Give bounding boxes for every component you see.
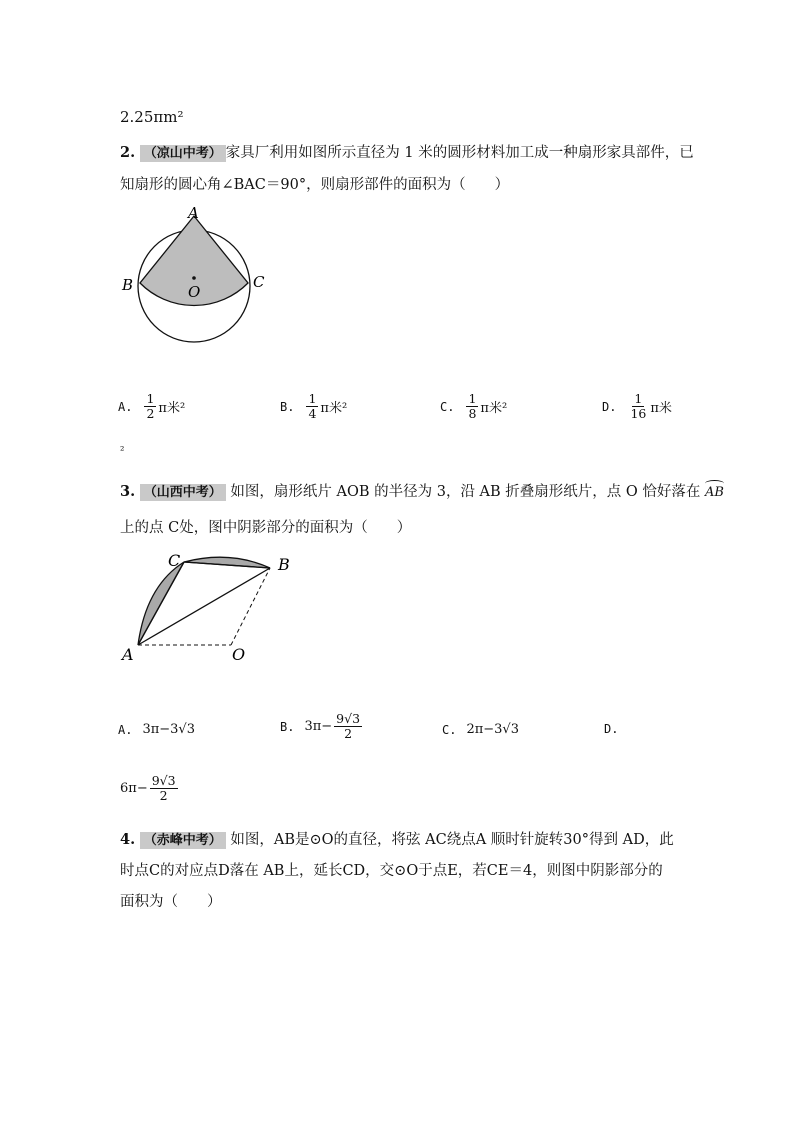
q2-option-b-suffix: π米² — [320, 401, 348, 416]
q3-option-d-fraction: $\frac{9√3}{2}$ — [151, 773, 176, 803]
q2-option-b — [280, 392, 347, 421]
q4-line1 — [120, 830, 674, 851]
q2-option-b-letter: B. — [280, 399, 295, 414]
q4-line2: 时点C的对应点D落在 AB上，延长CD，交⊙O于点E，若CE＝4，则图中阴影部分的 — [120, 863, 663, 879]
q3-label-b: B — [278, 555, 290, 574]
q3-source-tag: （山西中考） — [140, 484, 226, 501]
q2-center-point — [192, 276, 196, 280]
q3-option-b-pre: 3π− — [304, 719, 333, 734]
q2-number: 2. — [120, 144, 136, 161]
q3-label-c: C — [168, 551, 181, 570]
q3-option-b — [280, 712, 364, 741]
q4-source-tag: （赤峰中考） — [140, 832, 226, 849]
q2-option-a — [118, 392, 185, 421]
q3-option-d-pre: 6π− — [120, 781, 148, 796]
q2-option-c-suffix: π米² — [480, 401, 508, 416]
q3-option-c-letter: C. — [442, 722, 457, 737]
q2-option-a-suffix: π米² — [158, 401, 186, 416]
q1-answer-tail: 2.25πm² — [120, 108, 184, 126]
q3-option-c — [442, 722, 519, 737]
q2-option-a-fraction: $\frac{1}{2}$ — [146, 391, 155, 421]
q2-label-o: O — [188, 283, 201, 301]
q2-option-d-fraction: $\frac{1}{16}$ — [630, 391, 647, 421]
q3-line1 — [120, 482, 724, 503]
q3-text-1: 如图，扇形纸片 AOB 的半径为 3，沿 AB 折叠扇形纸片，点 O 恰好落在 — [230, 484, 701, 500]
q2-option-d-letter: D. — [602, 399, 617, 414]
q3-number: 3. — [120, 483, 136, 500]
q4-line3: 面积为（ ） — [120, 894, 222, 910]
q3-option-a-letter: A. — [118, 722, 133, 737]
q2-option-d-wrap: ² — [120, 444, 125, 457]
q3-option-a-text: 3π−3√3 — [142, 722, 195, 737]
q3-option-d-letter: D. — [604, 722, 619, 736]
q3-figure — [118, 548, 298, 668]
q4-number: 4. — [120, 831, 136, 848]
q3-arc-mark — [705, 480, 724, 487]
q3-line2: 上的点 C处，图中阴影部分的面积为（ ） — [120, 520, 412, 536]
q2-option-a-letter: A. — [118, 399, 133, 414]
q3-option-b-fraction: $\frac{9√3}{2}$ — [336, 711, 361, 741]
q2-line2: 知扇形的圆心角∠BAC＝90°，则扇形部件的面积为（ ） — [120, 177, 510, 193]
q2-label-c: C — [253, 273, 265, 291]
q3-label-o: O — [232, 645, 246, 664]
q2-figure — [118, 200, 278, 350]
q3-option-b-letter: B. — [280, 719, 295, 734]
q2-option-c — [440, 392, 507, 421]
q2-option-c-letter: C. — [440, 399, 455, 414]
q2-option-d-suffix: π米 — [650, 401, 672, 416]
q2-option-d — [602, 392, 672, 421]
q3-label-a: A — [122, 645, 134, 664]
q3-arc-ab: AB — [705, 483, 724, 503]
q2-line1 — [120, 143, 694, 164]
q3-option-d-wrap — [120, 774, 180, 803]
q3-chord-ac — [138, 562, 184, 645]
q3-option-a — [118, 722, 195, 737]
q4-text-1: 如图，AB是⊙O的直径，将弦 AC绕点A 顺时针旋转30°得到 AD，此 — [230, 832, 674, 848]
q2-text-1: 家具厂利用如图所示直径为 1 米的圆形材料加工成一种扇形家具部件，已 — [225, 145, 694, 161]
q2-option-b-fraction: $\frac{1}{4}$ — [308, 391, 317, 421]
q3-option-d — [604, 722, 628, 736]
q3-option-c-text: 2π−3√3 — [466, 722, 519, 737]
q2-label-b: B — [122, 276, 134, 294]
q2-label-a: A — [188, 204, 199, 222]
q2-option-c-fraction: $\frac{1}{8}$ — [468, 391, 477, 421]
q2-source-tag: （凉山中考） — [140, 145, 226, 162]
